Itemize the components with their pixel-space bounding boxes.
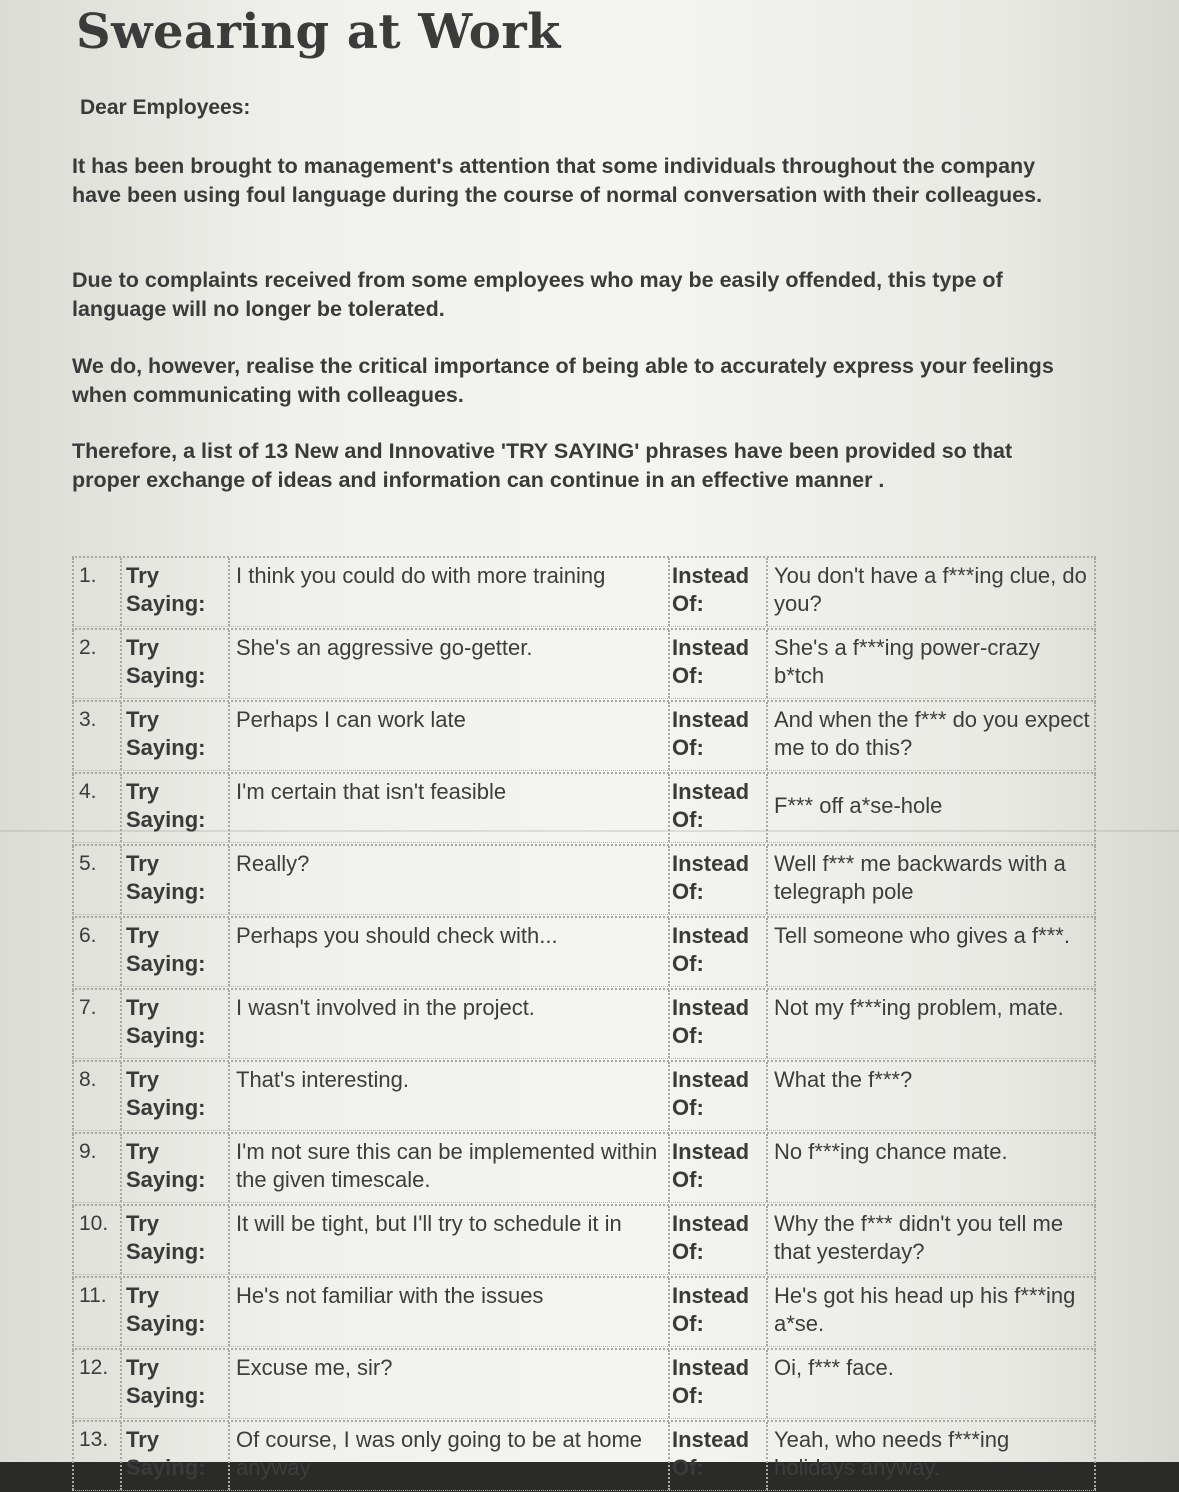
instead-of-cell (766, 630, 1096, 698)
table-row (72, 1348, 1096, 1419)
of-label: Of: (672, 735, 704, 760)
row-number-cell (72, 846, 120, 914)
instead-label: Instead (672, 923, 750, 948)
row-number-cell (72, 990, 120, 1058)
try-saying-label-cell (120, 558, 228, 626)
row-number-cell (72, 1278, 120, 1346)
row-number: 10. (79, 1212, 109, 1235)
instead-label: Instead (672, 1139, 750, 1164)
try-label: Try (126, 923, 160, 948)
try-label: Try (126, 1211, 160, 1236)
instead-of-label (672, 562, 749, 618)
of-label: Of: (672, 1023, 704, 1048)
instead-of-text: He's got his head up his f***ing a*se. (774, 1283, 1076, 1336)
saying-label: Saying: (126, 1455, 206, 1480)
try-saying-cell (228, 846, 668, 914)
instead-of-cell (766, 558, 1096, 626)
table-row (72, 916, 1096, 987)
try-saying-label (126, 1426, 205, 1482)
try-label: Try (126, 1355, 160, 1380)
try-saying-label (126, 850, 205, 906)
of-label: Of: (672, 1239, 704, 1264)
row-number: 7. (79, 996, 97, 1019)
table-row (72, 1204, 1096, 1275)
instead-of-text: Tell someone who gives a f***. (774, 923, 1070, 948)
row-number: 6. (79, 924, 97, 947)
of-label: Of: (672, 1095, 704, 1120)
of-label: Of: (672, 1383, 704, 1408)
try-saying-text: Of course, I was only going to be at home anyway (236, 1427, 643, 1480)
try-saying-label-cell (120, 774, 228, 842)
row-number: 11. (79, 1284, 107, 1307)
try-saying-cell (228, 630, 668, 698)
instead-of-text: Yeah, who needs f***ing holidays anyway. (774, 1427, 1010, 1480)
instead-of-label-cell (668, 846, 766, 914)
row-number-cell (72, 1134, 120, 1202)
try-label: Try (126, 635, 160, 660)
try-saying-label-cell (120, 918, 228, 986)
instead-of-label (672, 850, 749, 906)
phrase-table (72, 556, 1096, 1492)
row-number-cell (72, 774, 120, 842)
row-number: 5. (79, 852, 97, 875)
instead-label: Instead (672, 779, 750, 804)
page-title: Swearing at Work (76, 4, 561, 60)
instead-of-label-cell (668, 990, 766, 1058)
instead-of-text: Oi, f*** face. (774, 1355, 894, 1380)
try-saying-label-cell (120, 846, 228, 914)
row-number-cell (72, 630, 120, 698)
try-saying-label (126, 1138, 205, 1194)
instead-label: Instead (672, 1283, 750, 1308)
instead-of-text: Well f*** me backwards with a telegraph pole (774, 851, 1066, 904)
try-saying-text: I wasn't involved in the project. (236, 995, 535, 1020)
row-number-cell (72, 918, 120, 986)
saying-label: Saying: (126, 1167, 206, 1192)
instead-of-label (672, 994, 749, 1050)
instead-of-label-cell (668, 1206, 766, 1274)
of-label: Of: (672, 591, 704, 616)
try-saying-text: He's not familiar with the issues (236, 1283, 544, 1308)
table-row (72, 1060, 1096, 1131)
try-saying-label (126, 778, 205, 834)
saying-label: Saying: (126, 879, 206, 904)
try-saying-cell (228, 1062, 668, 1130)
try-saying-label-cell (120, 990, 228, 1058)
try-saying-cell (228, 1278, 668, 1346)
try-saying-text: It will be tight, but I'll try to schedule it in (236, 1211, 622, 1236)
instead-of-label-cell (668, 1422, 766, 1490)
instead-of-text: No f***ing chance mate. (774, 1139, 1008, 1164)
table-row (72, 1132, 1096, 1203)
try-saying-label (126, 1210, 205, 1266)
instead-label: Instead (672, 851, 750, 876)
row-number-cell (72, 702, 120, 770)
instead-of-text: Not my f***ing problem, mate. (774, 995, 1064, 1020)
row-number-cell (72, 558, 120, 626)
instead-of-text: Why the f*** didn't you tell me that yesterday? (774, 1211, 1064, 1264)
try-saying-label (126, 706, 205, 762)
try-label: Try (126, 1139, 160, 1164)
instead-of-label-cell (668, 1134, 766, 1202)
paragraph-4: Therefore, a list of 13 New and Innovative 'TRY SAYING' phrases have been provided so that proper exchange of ideas and information can continue in an effective manner . (72, 439, 1013, 492)
of-label: Of: (672, 663, 704, 688)
try-saying-label (126, 1066, 205, 1122)
instead-label: Instead (672, 1427, 750, 1452)
try-saying-text: That's interesting. (236, 1067, 409, 1092)
instead-of-text: And when the f*** do you expect me to do this? (774, 707, 1090, 760)
instead-of-label-cell (668, 774, 766, 842)
instead-of-label (672, 634, 749, 690)
table-row (72, 772, 1096, 843)
instead-label: Instead (672, 1355, 750, 1380)
try-saying-text: Excuse me, sir? (236, 1355, 393, 1380)
instead-of-cell (766, 918, 1096, 986)
instead-of-cell (766, 846, 1096, 914)
instead-of-cell (766, 774, 1096, 842)
instead-of-label (672, 778, 749, 834)
try-saying-label (126, 994, 205, 1050)
salutation: Dear Employees: (80, 96, 251, 119)
saying-label: Saying: (126, 1023, 206, 1048)
try-saying-text: I think you could do with more training (236, 563, 606, 588)
paragraph-2: Due to complaints received from some employees who may be easily offended, this type of language will no longer be tolerated. (72, 268, 1003, 321)
try-saying-label-cell (120, 630, 228, 698)
try-saying-label-cell (120, 1062, 228, 1130)
row-number-cell (72, 1206, 120, 1274)
table-row (72, 988, 1096, 1059)
instead-of-cell (766, 990, 1096, 1058)
saying-label: Saying: (126, 1095, 206, 1120)
instead-of-cell (766, 1422, 1096, 1490)
of-label: Of: (672, 1455, 704, 1480)
try-label: Try (126, 995, 160, 1020)
saying-label: Saying: (126, 1383, 206, 1408)
instead-of-label-cell (668, 1278, 766, 1346)
try-saying-text: Perhaps you should check with... (236, 923, 558, 948)
try-saying-cell (228, 1350, 668, 1418)
instead-label: Instead (672, 563, 750, 588)
instead-of-cell (766, 1206, 1096, 1274)
row-number-cell (72, 1062, 120, 1130)
paragraph-1: It has been brought to management's attention that some individuals throughout the company have been using foul language during the course of normal conversation with their colleagues. (72, 154, 1043, 207)
row-number: 13. (79, 1428, 109, 1451)
saying-label: Saying: (126, 663, 206, 688)
try-saying-label-cell (120, 1206, 228, 1274)
try-saying-text: Really? (236, 851, 310, 876)
instead-label: Instead (672, 1211, 750, 1236)
try-label: Try (126, 779, 160, 804)
instead-of-label-cell (668, 558, 766, 626)
instead-of-text: She's a f***ing power-crazy b*tch (774, 635, 1040, 688)
instead-label: Instead (672, 635, 750, 660)
instead-label: Instead (672, 707, 750, 732)
table-row (72, 1276, 1096, 1347)
try-saying-label-cell (120, 702, 228, 770)
try-label: Try (126, 851, 160, 876)
table-row (72, 700, 1096, 771)
try-saying-text: She's an aggressive go-getter. (236, 635, 533, 660)
try-label: Try (126, 563, 160, 588)
instead-of-cell (766, 1278, 1096, 1346)
try-label: Try (126, 1067, 160, 1092)
instead-of-label (672, 1282, 749, 1338)
instead-of-cell (766, 1134, 1096, 1202)
row-number: 9. (79, 1140, 97, 1163)
try-saying-label-cell (120, 1134, 228, 1202)
table-row (72, 1420, 1096, 1491)
row-number: 1. (79, 564, 97, 587)
instead-of-label (672, 1138, 749, 1194)
row-number: 4. (79, 780, 97, 803)
try-saying-cell (228, 990, 668, 1058)
try-saying-label (126, 1354, 205, 1410)
instead-of-text: What the f***? (774, 1067, 913, 1092)
try-saying-label (126, 634, 205, 690)
row-number: 2. (79, 636, 97, 659)
paragraph-3: We do, however, realise the critical importance of being able to accurately express your feelings when communicating with colleagues. (72, 354, 1054, 407)
try-label: Try (126, 707, 160, 732)
of-label: Of: (672, 1167, 704, 1192)
instead-label: Instead (672, 995, 750, 1020)
of-label: Of: (672, 1311, 704, 1336)
saying-label: Saying: (126, 807, 206, 832)
try-saying-cell (228, 774, 668, 842)
try-saying-text: I'm certain that isn't feasible (236, 779, 507, 804)
saying-label: Saying: (126, 951, 206, 976)
try-saying-cell (228, 1134, 668, 1202)
instead-of-label-cell (668, 918, 766, 986)
instead-of-label-cell (668, 1062, 766, 1130)
saying-label: Saying: (126, 1311, 206, 1336)
instead-of-label (672, 1426, 749, 1482)
of-label: Of: (672, 807, 704, 832)
try-saying-label (126, 1282, 205, 1338)
instead-label: Instead (672, 1067, 750, 1092)
instead-of-label (672, 1354, 749, 1410)
instead-of-label (672, 706, 749, 762)
try-saying-cell (228, 918, 668, 986)
row-number: 12. (79, 1356, 109, 1379)
try-saying-label (126, 562, 205, 618)
table-row (72, 556, 1096, 627)
table-row (72, 628, 1096, 699)
try-saying-label-cell (120, 1278, 228, 1346)
of-label: Of: (672, 879, 704, 904)
of-label: Of: (672, 951, 704, 976)
try-saying-cell (228, 1206, 668, 1274)
instead-of-label (672, 922, 749, 978)
row-number: 3. (79, 708, 97, 731)
try-saying-label (126, 922, 205, 978)
saying-label: Saying: (126, 591, 206, 616)
instead-of-text: F*** off a*se-hole (774, 793, 943, 818)
instead-of-label (672, 1066, 749, 1122)
instead-of-label-cell (668, 630, 766, 698)
row-number-cell (72, 1350, 120, 1418)
try-label: Try (126, 1283, 160, 1308)
saying-label: Saying: (126, 735, 206, 760)
table-row (72, 844, 1096, 915)
try-saying-cell (228, 558, 668, 626)
instead-of-cell (766, 1350, 1096, 1418)
saying-label: Saying: (126, 1239, 206, 1264)
try-saying-label-cell (120, 1350, 228, 1418)
try-saying-cell (228, 1422, 668, 1490)
instead-of-text: You don't have a f***ing clue, do you? (774, 563, 1087, 616)
instead-of-label-cell (668, 702, 766, 770)
instead-of-cell (766, 1062, 1096, 1130)
row-number-cell (72, 1422, 120, 1490)
try-saying-label-cell (120, 1422, 228, 1490)
try-saying-cell (228, 702, 668, 770)
instead-of-label-cell (668, 1350, 766, 1418)
try-saying-text: I'm not sure this can be implemented within the given timescale. (236, 1139, 658, 1192)
instead-of-label (672, 1210, 749, 1266)
try-saying-text: Perhaps I can work late (236, 707, 466, 732)
instead-of-cell (766, 702, 1096, 770)
try-label: Try (126, 1427, 160, 1452)
row-number: 8. (79, 1068, 97, 1091)
